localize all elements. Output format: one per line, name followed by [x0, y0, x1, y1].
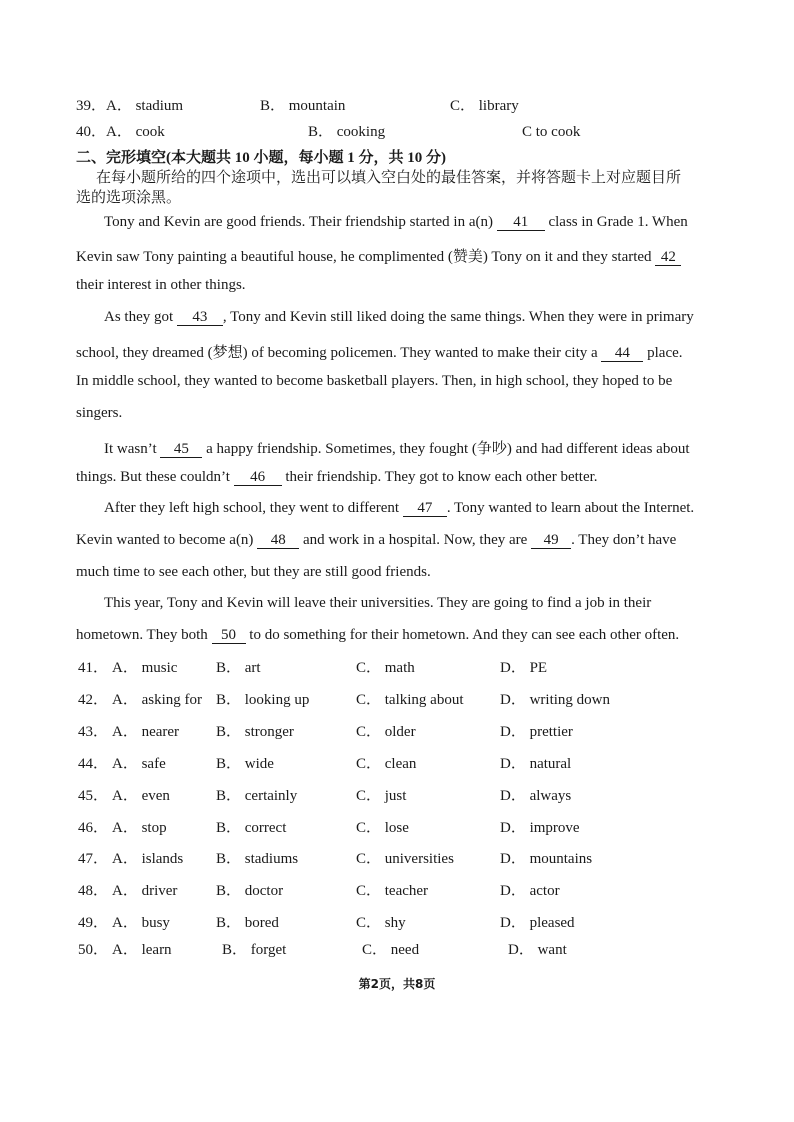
passage-line: As they got 43 , Tony and Kevin still liked doing the same things. When they were in primary: [104, 309, 694, 325]
instruction-line-2: 选的选项涂黑。: [76, 190, 182, 206]
question-number: 41．: [78, 660, 109, 676]
option-d: D． pleased: [500, 915, 575, 931]
option-b: B． bored: [216, 915, 279, 931]
question-number: 46．: [78, 820, 109, 836]
option-d: D． improve: [500, 820, 580, 836]
question-number: 40．: [76, 124, 107, 140]
blank-44: 44: [601, 345, 643, 362]
option-a: A． driver: [112, 883, 178, 899]
blank-42: 42: [655, 249, 681, 266]
option-b: B． art: [216, 660, 261, 676]
instruction-line-1: 在每小题所给的四个途项中，选出可以填入空白处的最佳答案，并将答题卡上对应题目所: [96, 170, 682, 186]
option-d: D． PE: [500, 660, 548, 676]
passage-line: Tony and Kevin are good friends. Their friendship started in a(n) 41 class in Grade 1. When: [104, 214, 688, 230]
passage-line: It wasn’t 45 a happy friendship. Sometimes, they fought (争吵) and had different ideas about: [104, 441, 690, 457]
option-a: A． nearer: [112, 724, 180, 740]
option-b: B． certainly: [216, 788, 298, 804]
passage-line: Kevin saw Tony painting a beautiful house, he complimented (赞美) Tony on it and they started 42: [76, 245, 746, 266]
question-number: 43．: [78, 724, 109, 740]
option-b: B． wide: [216, 756, 274, 772]
passage-line: This year, Tony and Kevin will leave their universities. They are going to find a job in their: [104, 595, 652, 611]
option-a: A． even: [112, 788, 170, 804]
option-a: A． safe: [112, 756, 166, 772]
option-b: B． stronger: [216, 724, 294, 740]
option-c: C． teacher: [356, 883, 429, 899]
question-number: 42．: [78, 692, 109, 708]
option-d: D． writing down: [500, 692, 610, 708]
option-c: C． library: [450, 98, 519, 114]
option-c: C． talking about: [356, 692, 464, 708]
blank-49: 49: [531, 532, 571, 549]
blank-41: 41: [497, 214, 545, 231]
passage-line: Kevin wanted to become a(n) 48 and work in a hospital. Now, they are 49 . They don’t have: [76, 532, 677, 548]
option-a: A． islands: [112, 851, 184, 867]
option-b: B． cooking: [308, 124, 386, 140]
option-b: B． correct: [216, 820, 287, 836]
blank-45: 45: [160, 441, 202, 458]
option-b: B． doctor: [216, 883, 284, 899]
option-a: A． learn: [112, 942, 172, 958]
option-a: A． stop: [112, 820, 167, 836]
blank-48: 48: [257, 532, 299, 549]
option-b: B． forget: [222, 942, 287, 958]
option-c: C to cook: [522, 124, 581, 140]
blank-47: 47: [403, 500, 447, 517]
option-c: C． math: [356, 660, 415, 676]
option-c: C． older: [356, 724, 416, 740]
option-c: C． universities: [356, 851, 454, 867]
option-d: D． mountains: [500, 851, 593, 867]
option-d: D． actor: [500, 883, 560, 899]
option-a: A． cook: [106, 124, 165, 140]
blank-50: 50: [212, 627, 246, 644]
passage-line: In middle school, they wanted to become basketball players. Then, in high school, they hoped to be: [76, 373, 673, 389]
question-number: 48．: [78, 883, 109, 899]
page-footer: 第2页，共8页: [358, 977, 436, 991]
question-number: 49．: [78, 915, 109, 931]
passage-line: much time to see each other, but they are still good friends.: [76, 564, 431, 580]
option-a: A． asking for: [112, 692, 202, 708]
question-number: 45．: [78, 788, 109, 804]
option-d: D． natural: [500, 756, 572, 772]
option-b: B． stadiums: [216, 851, 299, 867]
option-b: B． mountain: [260, 98, 346, 114]
option-d: D． always: [500, 788, 572, 804]
option-a: A． music: [112, 660, 178, 676]
option-d: D． prettier: [500, 724, 573, 740]
option-a: A． stadium: [106, 98, 184, 114]
option-c: C． clean: [356, 756, 417, 772]
option-d: D． want: [508, 942, 567, 958]
passage-line: school, they dreamed (梦想) of becoming policemen. They wanted to make their city a 44 place.: [76, 345, 683, 361]
passage-line: hometown. They both 50 to do something for their hometown. And they can see each other often.: [76, 627, 680, 643]
passage-line: After they left high school, they went to different 47 . Tony wanted to learn about the Internet.: [104, 500, 695, 516]
blank-46: 46: [234, 469, 282, 486]
option-c: C． shy: [356, 915, 406, 931]
passage-line: things. But these couldn’t 46 their friendship. They got to know each other better.: [76, 469, 598, 485]
blank-43: 43: [177, 309, 223, 326]
section-title: 二、完形填空(本大题共 10 小题，每小题 1 分，共 10 分): [76, 150, 446, 166]
question-number: 39．: [76, 98, 107, 114]
passage-line: singers.: [76, 405, 123, 421]
option-a: A． busy: [112, 915, 170, 931]
question-number: 50．: [78, 942, 109, 958]
option-c: C． just: [356, 788, 407, 804]
passage-line: their interest in other things.: [76, 277, 246, 293]
option-c: C． lose: [356, 820, 409, 836]
question-number: 44．: [78, 756, 109, 772]
question-number: 47．: [78, 851, 109, 867]
option-b: B． looking up: [216, 692, 310, 708]
option-c: C． need: [362, 942, 420, 958]
